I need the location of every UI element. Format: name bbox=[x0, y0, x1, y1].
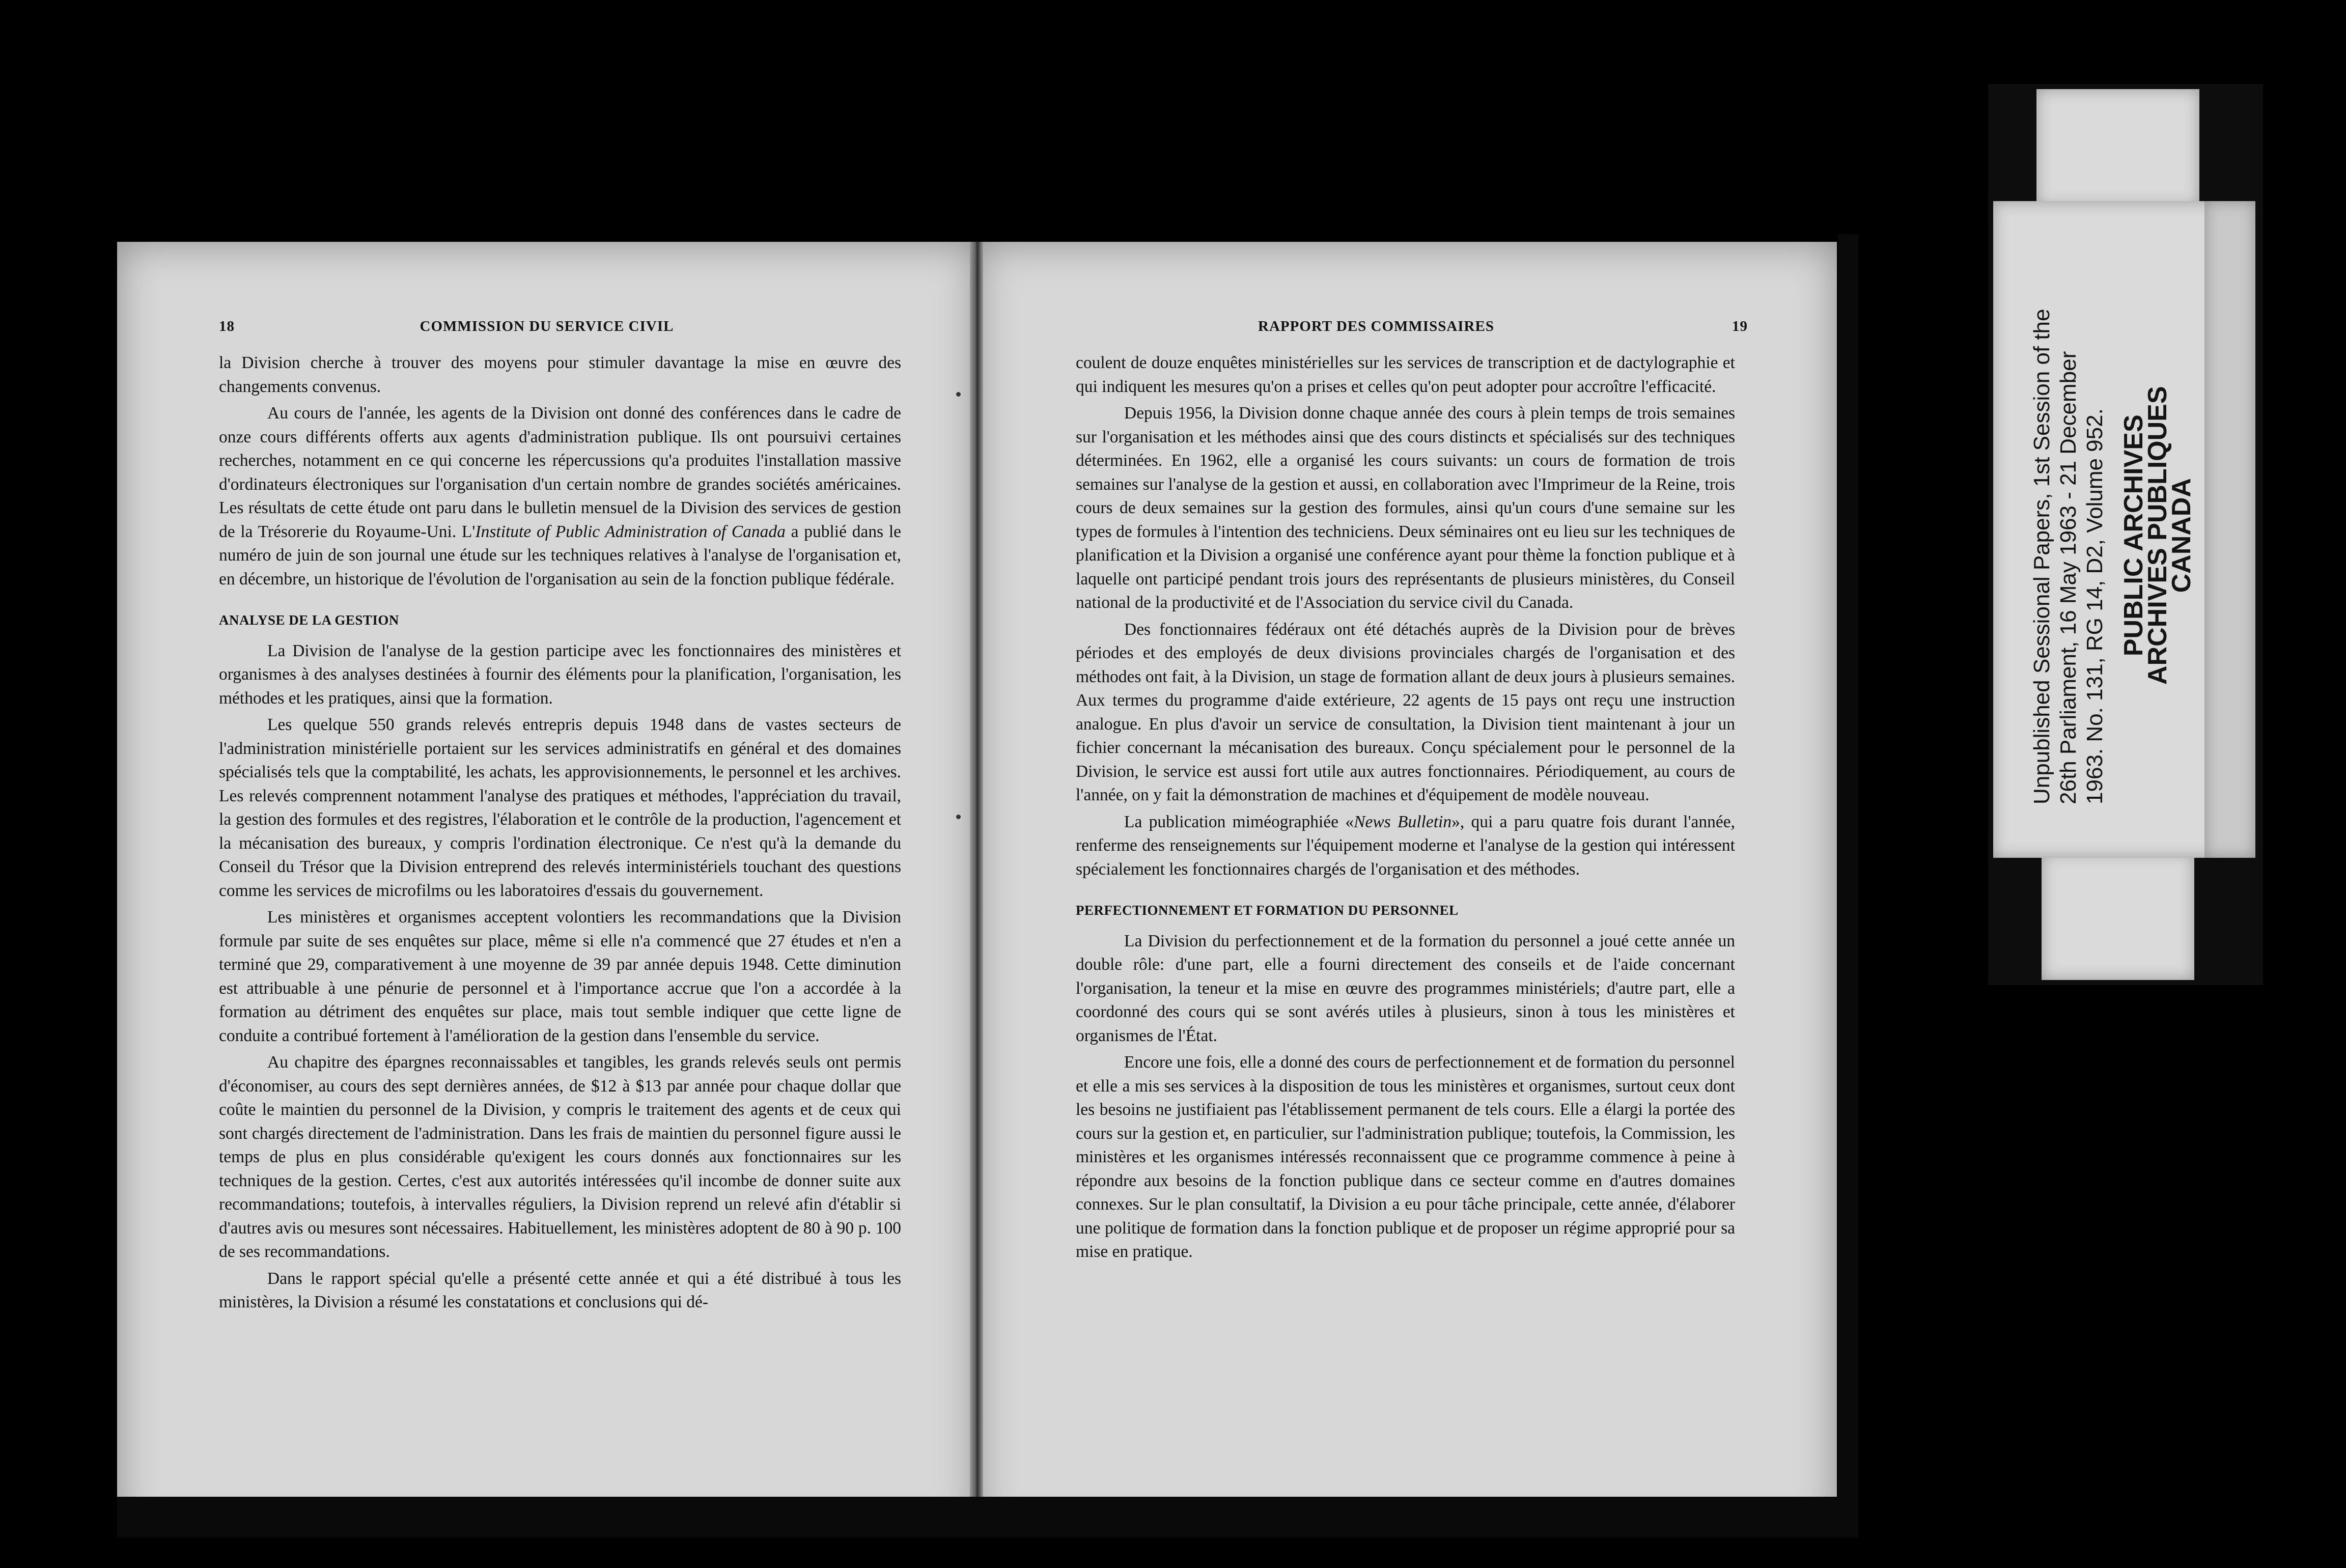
section-heading: PERFECTIONNEMENT ET FORMATION DU PERSONNEL bbox=[1076, 903, 1459, 918]
left-page bbox=[117, 242, 976, 1535]
paragraph-text: », qui a paru quatre fois durant l'année, renferme des renseignements sur l'équipement moderne et l'analyse de la gestion qui intéressent spécialement les fonctionnaires chargés de l'organisation et des méthodes. bbox=[1076, 812, 1736, 879]
paragraph: La Division du perfectionnement et de la formation du personnel a joué cette année un double rôle: d'une part, elle a fourni directement des conseils et de l'aide concernant l'organisation, la teneur et la mise en œuvre des programmes ministériels; d'autre part, elle a coordonné des cours qui se sont avérés utiles à plusieurs, sinon à tous les ministères et organismes de l'État. bbox=[1076, 931, 1735, 1045]
label-bottom-tab bbox=[2042, 853, 2194, 980]
paragraph: Les ministères et organismes acceptent volontiers les recommandations que la Division formule par suite de ses enquêtes sur place, même si elle n'a commencé que 27 études et n'en a terminé que 29, comparativement à une moyenne de 39 par année depuis 1948. Cette diminution est attribuable à une pénurie de personnel et à l'importance accrue que l'on a accordée à la formation au détriment des enquêtes sur place, mais tout semble indiquer que cette ligne de conduite a contribué fortement à l'amélioration de la gestion dans l'ensemble du service. bbox=[219, 908, 901, 1045]
book-gutter bbox=[970, 242, 983, 1535]
source-line: 26th Parliament, 16 May 1963 - 21 December bbox=[2056, 351, 2081, 804]
paragraph: Depuis 1956, la Division donne chaque année des cours à plein temps de trois semaines sur l'organisation et les méthodes ainsi que des cours distincts et spécialisés sur des techniques déterminées. En 1962, elle a organisé les cours suivants: un cours de formation de trois semaines sur l'analyse de la gestion et aussi, en collaboration avec l'Imprimeur de la Reine, trois cours de deux semaines sur la gestion des formules, ainsi qu'un cours d'une semaine sur les types de formules à l'intention des techniciens. Deux séminaires ont eu lieu sur les techniques de planification et la Division a organisé une conférence ayant pour thème la fonction publique et à laquelle ont participé pendant trois jours des représentants de plusieurs ministères, du Conseil national de la productivité et de l'Association du service civil du Canada. bbox=[1076, 404, 1735, 612]
paragraph: la Division cherche à trouver des moyens pour stimuler davantage la mise en œuvre des changements convenus. bbox=[219, 353, 901, 396]
running-title-right: RAPPORT DES COMMISSAIRES bbox=[1258, 318, 1494, 334]
paragraph-text: La publication miméographiée « bbox=[1124, 812, 1354, 831]
paragraph: Dans le rapport spécial qu'elle a présenté cette année et qui a été distribué à tous les ministères, la Division a résumé les constatations et conclusions qui dé- bbox=[219, 1269, 901, 1311]
scan-right-edge bbox=[1838, 234, 1858, 1537]
scan-bottom-band bbox=[117, 1497, 1838, 1537]
right-page-body bbox=[1076, 351, 1735, 1267]
archive-stamp bbox=[2119, 386, 2196, 685]
institute-name: Institute of Public Administration of Canada bbox=[475, 522, 786, 541]
label-right-strip bbox=[2204, 201, 2255, 858]
left-page-body bbox=[219, 351, 901, 1318]
bulletin-name: News Bulletin bbox=[1354, 812, 1452, 831]
source-line: Unpublished Sessional Papers, 1st Session of the bbox=[2029, 309, 2054, 804]
paragraph: Des fonctionnaires fédéraux ont été détachés auprès de la Division pour de brèves périodes et des employés de deux divisions provinciales chargés de l'organisation et des méthodes ont fait, à la Division, un stage de formation allant de deux jours à plusieurs semaines. Aux termes du programme d'aide extérieure, 22 agents de 15 pays ont reçu une instruction analogue. En plus d'avoir un service de consultation, la Division tient maintenant à jour un fichier concernant la mécanisation des bureaux. Conçu spécialement pour le personnel de la Division, le service est aussi fort utile aux autres fonctionnaires. Périodiquement, au cours de l'année, on y fait la démonstration de machines et d'équipement de modèle nouveau. bbox=[1076, 620, 1735, 804]
archive-source-text bbox=[2029, 309, 2108, 804]
speck bbox=[956, 815, 961, 819]
paragraph bbox=[219, 402, 901, 591]
paragraph bbox=[1076, 810, 1735, 882]
running-head-left bbox=[117, 318, 976, 339]
running-head-right bbox=[976, 318, 1837, 339]
label-top-tab bbox=[2036, 89, 2199, 206]
paragraph: Au chapitre des épargnes reconnaissables et tangibles, les grands relevés seuls ont permis d'économiser, au cours des sept dernières années, de $12 à $13 par année pour chaque dollar que coûte le maintien du personnel de la Division, y compris le traitement des agents et de ceux qui sont chargés directement de l'administration. Dans les frais de maintien du personnel figure aussi le temps de plus en plus considérable qu'exigent les cours donnés aux fonctionnaires sur les techniques de la gestion. Certes, c'est aux autorités intéressées qu'il incombe de donner suite aux recommandations; toutefois, à intervalles réguliers, la Division reprend un relevé afin d'établir si d'autres avis ou mesures sont nécessaires. Habituellement, les ministères adoptent de 80 à 90 p. 100 de ses recommandations. bbox=[219, 1053, 901, 1261]
paragraph: coulent de douze enquêtes ministérielles sur les services de transcription et de dactylographie et qui indiquent les mesures qu'on a prises et celles qu'on peut adopter pour accroître l'efficacité. bbox=[1076, 353, 1735, 396]
paragraph: La Division de l'analyse de la gestion participe avec les fonctionnaires des ministères et organismes à des analyses destinées à fournir des éléments pour la planification, l'organisation, les méthodes et les pratiques, ainsi que la formation. bbox=[219, 641, 901, 708]
paragraph-text: Au cours de l'année, les agents de la Division ont donné des conférences dans le cadre de onze cours différents offerts aux agents d'administration publique. Ils ont poursuivi certaines recherches, notamment en ce qui concerne les répercussions qu'a produites l'installation massive d'ordinateurs électroniques sur l'organisation d'un certain nombre de grandes sociétés américaines. Les résultats de cette étude ont paru dans le bulletin mensuel de la Division des services de gestion de la Trésorerie du Royaume-Uni. L' bbox=[219, 404, 901, 541]
paragraph-text: a publié dans le numéro de juin de son journal une étude sur les techniques relatives à l'analyse de l'organisation et, en décembre, un historique de l'évolution de l'organisation au sein de la fonction publique fédérale. bbox=[219, 522, 901, 589]
archive-stamp-line: CANADA bbox=[2167, 478, 2196, 593]
right-page bbox=[976, 242, 1837, 1535]
archive-stamp-line: ARCHIVES PUBLIQUES bbox=[2143, 386, 2172, 685]
section-heading: ANALYSE DE LA GESTION bbox=[219, 612, 399, 628]
paragraph: Les quelque 550 grands relevés entrepris depuis 1948 dans de vastes secteurs de l'administration ministérielle portaient sur les services administratifs en général et des domaines spécialisés tels que la comptabilité, les achats, les approvisionnements, le personnel et les archives. Les relevés comprennent notamment l'analyse des pratiques et méthodes, l'appréciation du travail, la gestion des formules et des registres, l'élaboration et le contrôle de la production, l'agencement et la mécanisation des bureaux, y compris l'ordination électronique. Ce n'est qu'à la demande du Conseil du Trésor que la Division entreprend des relevés interministériels touchant des questions comme les services de microfilms ou les laboratoires d'essais du gouvernement. bbox=[219, 715, 901, 900]
paragraph: Encore une fois, elle a donné des cours de perfectionnement et de formation du personnel et elle a mis ses services à la disposition de tous les ministères et organismes, surtout ceux dont les besoins ne justifiaient pas l'établissement permanent de tels cours. Elle a élargi la portée des cours sur la gestion et, en particulier, sur l'administration publique; toutefois, la Commission, les ministères et les organismes intéressés reconnaissent que ce programme commence à peine à répondre aux besoins de la fonction publique dans ce secteur comme en d'autres domaines connexes. Sur le plan consultatif, la Division a eu pour tâche principale, cette année, d'élaborer une politique de formation dans la fonction publique et de proposer un régime approprié pour sa mise en pratique. bbox=[1076, 1053, 1735, 1261]
page-number-right: 19 bbox=[1732, 318, 1748, 334]
source-line: 1963. No. 131, RG 14, D2, Volume 952. bbox=[2082, 408, 2107, 804]
running-title-left: COMMISSION DU SERVICE CIVIL bbox=[420, 318, 674, 334]
speck bbox=[956, 392, 961, 397]
archive-stamp-line: PUBLIC ARCHIVES bbox=[2119, 414, 2148, 657]
page-number-left: 18 bbox=[219, 318, 235, 334]
